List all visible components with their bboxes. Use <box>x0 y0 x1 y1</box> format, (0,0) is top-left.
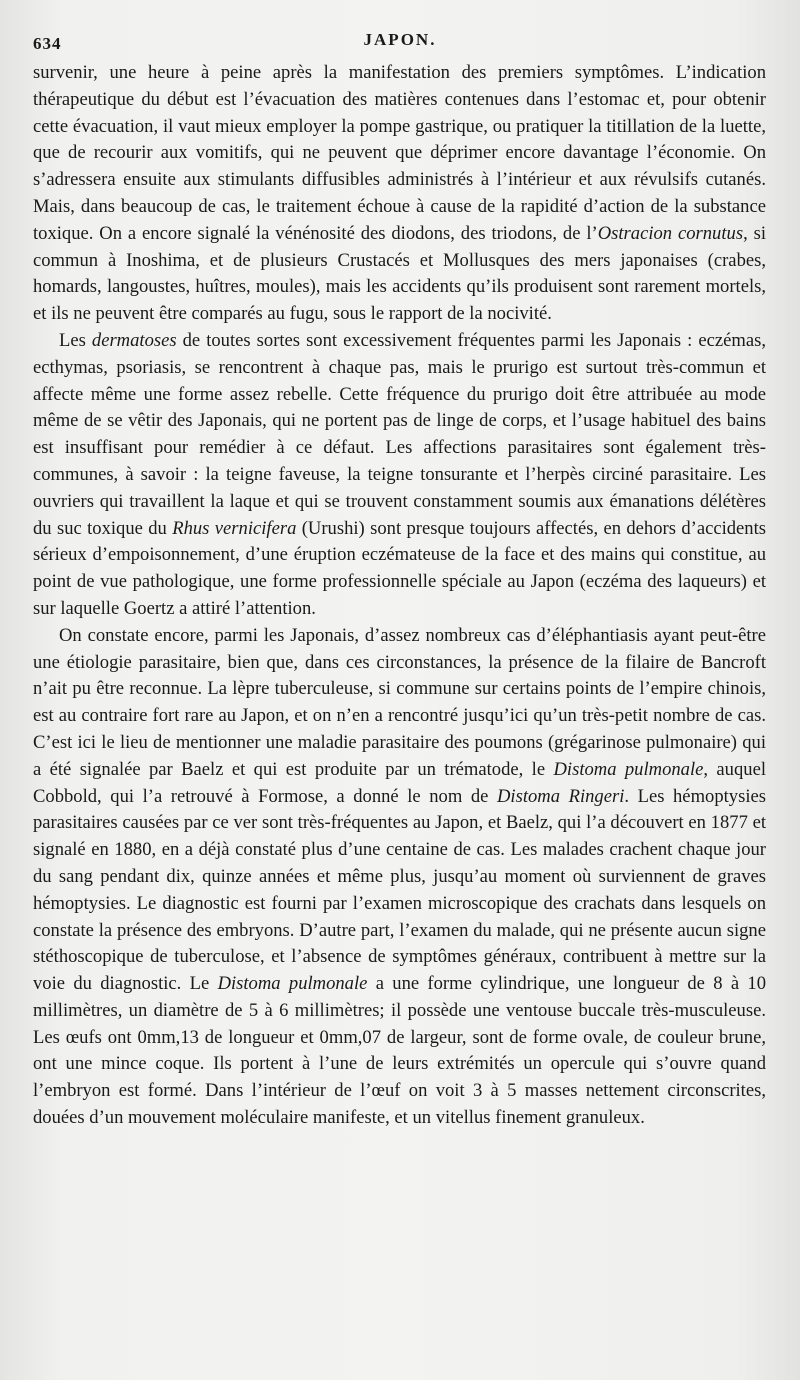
text-segment: , auquel Cobbold, qui l’a retrouvé à Formose, a donné le nom de <box>33 758 766 807</box>
species-name-distoma-ringeri: Distoma Ringeri <box>497 785 625 807</box>
text-segment: , si commun à Inoshima, et de plusieurs Crustacés et Mollusques des mers japonaises (crabes, homards, langoustes, huîtres, moules), mais les accidents qu’ils produisent sont rarement mortels, et ils ne peuvent être comparés au fugu, sous le rapport de la nocivité. <box>33 222 766 325</box>
term-dermatoses: dermatoses <box>91 329 177 351</box>
running-title: JAPON. <box>363 30 437 49</box>
species-name-ostracion: Ostracion cornutus <box>597 222 744 244</box>
page-number: 634 <box>33 34 62 53</box>
species-name-rhus: Rhus vernicifera <box>172 517 297 539</box>
text-segment: On constate encore, parmi les Japonais, d’assez nombreux cas d’éléphantiasis ayant peut-être une étiologie parasitaire, bien que, dans ces circonstances, la présence de la filaire de Bancroft n’ait pu être reconnue. La lèpre tuberculeuse, si commune sur certains points de l’empire chinois, est au contraire fort rare au Japon, et on n’en a rencontré jusqu’ici qu’un très-petit nombre de cas. C’est ici le lieu de mentionner une maladie parasitaire des poumons (grégarinose pulmonaire) qui a été signalée par Baelz et qui est produite par un trématode, le <box>33 624 766 780</box>
running-head <box>33 30 767 58</box>
species-name-distoma-pulmonale: Distoma pulmonale <box>553 758 704 780</box>
text-segment: a une forme cylindrique, une longueur de 8 à 10 millimètres, un diamètre de 5 à 6 millimètres; il possède une ventouse buccale très-musculeuse. Les œufs ont 0mm,13 de longueur et 0mm,07 de largeur, sont de forme ovale, de couleur brune, ont une mince coque. Ils portent à l’une de leurs extrémités un opercule qui s’ouvre quand l’embryon est formé. Dans l’intérieur de l’œuf on voit 3 à 5 masses nettement circonscrites, douées d’un mouvement moléculaire manifeste, et un vitellus finement granuleux. <box>33 973 766 1129</box>
paragraph-3 <box>33 623 766 1132</box>
text-segment: survenir, une heure à peine après la manifestation des premiers symptômes. L’indication thérapeutique du début est l’évacuation des matières contenues dans l’estomac et, pour obtenir cette évacuation, il vaut mieux employer la pompe gastrique, ou pratiquer la titillation de la luette, que de recourir aux vomitifs, qui ne peuvent que déprimer encore davantage l’économie. On s’adressera ensuite aux stimulants diffusibles administrés à l’intérieur et aux révulsifs cutanés. Mais, dans beaucoup de cas, le traitement échoue à cause de la rapidité d’action de la substance toxique. On a encore signalé la vénénosité des diodons, des triodons, de l’ <box>33 62 766 244</box>
paragraph-2 <box>33 328 766 623</box>
paragraph-1 <box>33 60 766 328</box>
text-segment: . Les hémoptysies parasitaires causées par ce ver sont très-fréquentes au Japon, et Baelz, qui l’a découvert en 1877 et signalé en 1880, en a déjà constaté plus d’une centaine de cas. Les malades crachent chaque jour du sang pendant dix, quinze années et même plus, jusqu’au moment où surviennent de graves hémoptysies. Le diagnostic est fourni par l’examen microscopique des crachats dans lesquels on constate la présence des embryons. D’autre part, l’examen du malade, qui ne présente aucun signe stéthoscopique de tuberculose, et l’absence de symptômes généraux, contribuent à mettre sur la voie du diagnostic. Le <box>33 785 766 995</box>
text-segment: de toutes sortes sont excessivement fréquentes parmi les Japonais : eczémas, ecthymas, psoriasis, se rencontrent à chaque pas, mais le prurigo est surtout très-commun et affecte même une forme assez rebelle. Cette fréquence du prurigo doit être attribuée au mode même de se vêtir des Japonais, qui ne portent pas de linge de corps, et l’usage habituel des bains est insuffisant pour remédier à ce défaut. Les affections parasitaires sont également très-communes, à savoir : la teigne faveuse, la teigne tonsurante et l’herpès circiné parasitaire. Les ouvriers qui travaillent la laque et qui se trouvent constamment soumis aux émanations délétères du suc toxique du <box>33 329 766 539</box>
body-text <box>33 60 766 1132</box>
text-segment: (Urushi) sont presque toujours affectés, en dehors d’accidents sérieux d’empoisonnement, d’une éruption eczémateuse de la face et des mains qui constitue, au point de vue pathologique, une forme professionnelle spéciale au Japon (eczéma des laqueurs) et sur laquelle Goertz a attiré l’attention. <box>33 517 766 619</box>
text-segment: Les <box>59 329 92 351</box>
species-name-distoma-pulmonale: Distoma pulmonale <box>217 973 368 995</box>
